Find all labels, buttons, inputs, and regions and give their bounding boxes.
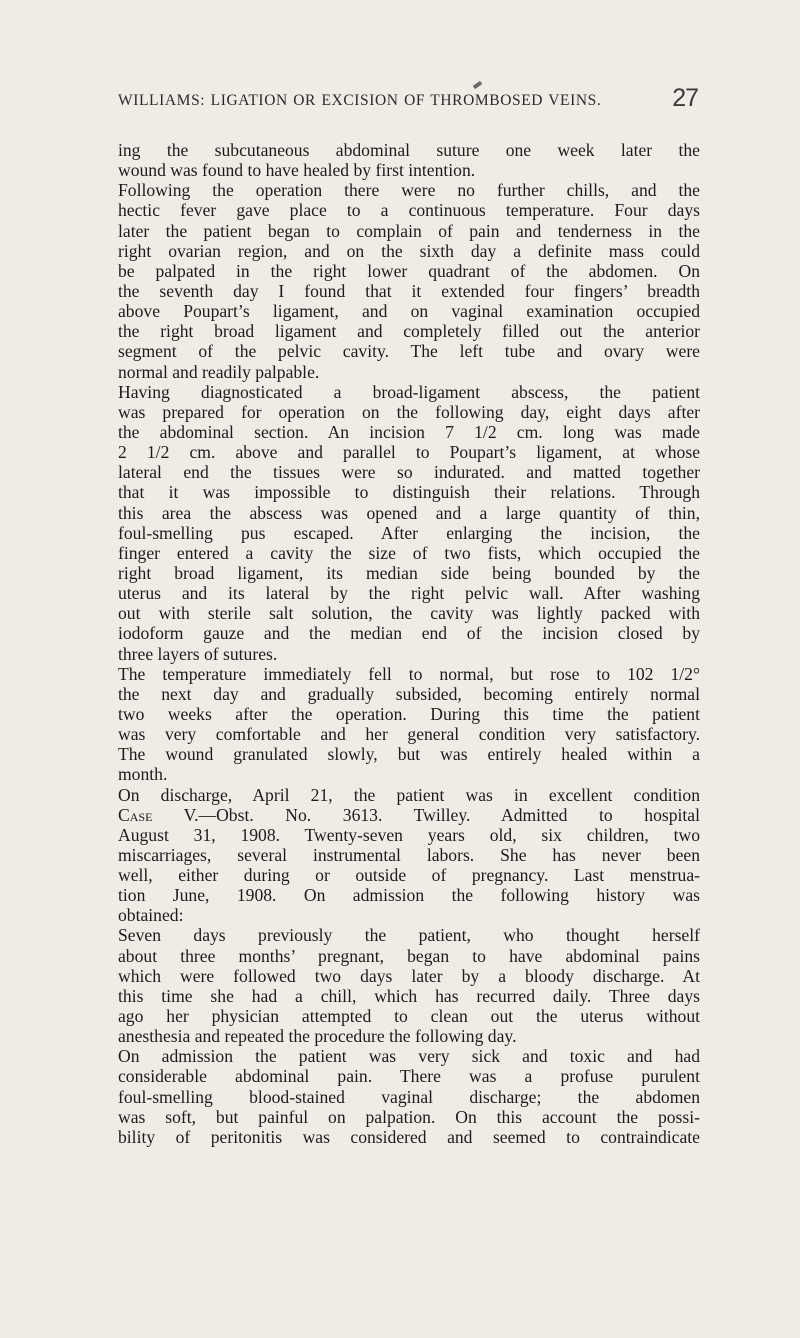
- text-line: about three months’ pregnant, began to have abdominal pains: [118, 945, 700, 966]
- text-line: this time she had a chill, which has recurred daily. Three days: [118, 985, 700, 1006]
- text-line: On discharge, April 21, the patient was in excellent condition: [118, 784, 700, 805]
- text-line: was prepared for operation on the following day, eight days after: [118, 401, 700, 422]
- body-text: [118, 140, 700, 1147]
- text-line: two weeks after the operation. During this time the patient: [118, 703, 700, 724]
- text-line: foul-smelling blood-stained vaginal discharge; the abdomen: [118, 1086, 700, 1107]
- text-line: On admission the patient was very sick and toxic and had: [118, 1046, 700, 1067]
- text-line: Seven days previously the patient, who thought herself: [118, 925, 700, 946]
- text-line: right broad ligament, its median side being bounded by the: [118, 562, 700, 583]
- text-line: lateral end the tissues were so indurated. and matted together: [118, 462, 700, 483]
- text-line: The wound granulated slowly, but was entirely healed within a: [118, 744, 700, 765]
- text-line: finger entered a cavity the size of two fists, which occupied the: [118, 542, 700, 563]
- text-line: this area the abscess was opened and a large quantity of thin,: [118, 502, 700, 523]
- text-line: bility of peritonitis was considered and seemed to contraindicate: [118, 1126, 700, 1147]
- text-line: well, either during or outside of pregnancy. Last menstrua-: [118, 865, 700, 886]
- text-line: ago her physician attempted to clean out the uterus without: [118, 1006, 700, 1027]
- running-head: WILLIAMS: LIGATION OR EXCISION OF THROMBOSED VEINS.: [118, 92, 602, 109]
- text-line: foul-smelling pus escaped. After enlarging the incision, the: [118, 522, 700, 543]
- text-line: segment of the pelvic cavity. The left tube and ovary were: [118, 341, 700, 362]
- text-line: the abdominal section. An incision 7 1/2 cm. long was made: [118, 421, 700, 442]
- text-line: above Poupart’s ligament, and on vaginal examination occupied: [118, 301, 700, 322]
- text-line: month.: [118, 764, 168, 785]
- text-line: the seventh day I found that it extended four fingers’ breadth: [118, 280, 700, 301]
- text-line: tion June, 1908. On admission the following history was: [118, 885, 700, 906]
- text-line: anesthesia and repeated the procedure the following day.: [118, 1026, 517, 1047]
- text-line: Following the operation there were no further chills, and the: [118, 180, 700, 201]
- text-line: wound was found to have healed by first intention.: [118, 160, 476, 181]
- text-line: was soft, but painful on palpation. On this account the possi-: [118, 1106, 700, 1127]
- page-number: 27: [672, 84, 698, 112]
- text-line: iodoform gauze and the median end of the incision closed by: [118, 623, 700, 644]
- text-line: ing the subcutaneous abdominal suture one week later the: [118, 140, 700, 160]
- text-line: was very comfortable and her general condition very satisfactory.: [118, 724, 700, 745]
- text-line: normal and readily palpable.: [118, 361, 320, 382]
- text-line: the next day and gradually subsided, becoming entirely normal: [118, 683, 700, 704]
- text-line: later the patient began to complain of pain and tenderness in the: [118, 220, 700, 241]
- text-line: that it was impossible to distinguish their relations. Through: [118, 482, 700, 503]
- text-line: obtained:: [118, 905, 184, 926]
- text-line: out with sterile salt solution, the cavity was lightly packed with: [118, 603, 700, 624]
- text-line: August 31, 1908. Twenty-seven years old, six children, two: [118, 824, 700, 845]
- text-line: 2 1/2 cm. above and parallel to Poupart’s ligament, at whose: [118, 442, 700, 463]
- text-line: the right broad ligament and completely filled out the anterior: [118, 321, 700, 342]
- text-line: three layers of sutures.: [118, 643, 278, 664]
- text-line: be palpated in the right lower quadrant of the abdomen. On: [118, 260, 700, 281]
- text-line: which were followed two days later by a bloody discharge. At: [118, 965, 700, 986]
- case-heading: Case: [118, 804, 153, 825]
- page-header: [118, 82, 698, 110]
- text-line: hectic fever gave place to a continuous temperature. Four days: [118, 200, 700, 221]
- text-line: miscarriages, several instrumental labors. She has never been: [118, 844, 700, 865]
- text-line: Having diagnosticated a broad-ligament abscess, the patient: [118, 381, 700, 402]
- text-line: Case V.—Obst. No. 3613. Twilley. Admitted to hospital: [118, 804, 700, 825]
- text-line: The temperature immediately fell to normal, but rose to 102 1/2°: [118, 663, 700, 684]
- text-line: uterus and its lateral by the right pelvic wall. After washing: [118, 583, 700, 604]
- text-line: considerable abdominal pain. There was a profuse purulent: [118, 1066, 700, 1087]
- text-line: right ovarian region, and on the sixth day a definite mass could: [118, 240, 700, 261]
